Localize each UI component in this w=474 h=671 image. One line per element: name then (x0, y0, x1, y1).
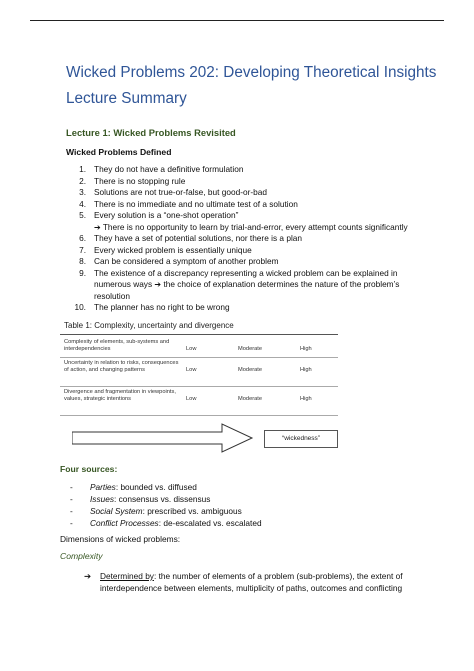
lecture-heading: Lecture 1: Wicked Problems Revisited (66, 127, 236, 138)
complexity-heading: Complexity (60, 551, 103, 561)
figure-divider (60, 334, 338, 335)
figure-divider (60, 415, 338, 416)
list-item: 8. Can be considered a symptom of another problem (79, 256, 279, 266)
complexity-figure: Table 1: Complexity, uncertainty and divergence Complexity of elements, sub-systems and interdependencies Low Moderate High Uncertainty in relation to risks, consequences of action, and changing patterns Low Moderate High Divergence and fragmentation in viewpoints, values, strategic intentions Low Moderate High “wickedness” (60, 318, 342, 456)
document-title: Wicked Problems 202: Developing Theoretical Insights (66, 64, 437, 81)
section-heading: Wicked Problems Defined (66, 147, 172, 157)
list-item: 10. The planner has no right to be wrong (74, 302, 230, 312)
list-item: 9. The existence of a discrepancy representing a wicked problem can be explained in numerous ways ➔ the choice of explanation determines the nature of the problem’s resolution (79, 267, 400, 301)
arrow-icon: ➔ (94, 222, 101, 232)
list-item: 4. There is no immediate and no ultimate test of a solution (79, 198, 298, 209)
figure-divider (60, 386, 338, 387)
definition-list (66, 164, 426, 314)
list-item: - Social System: prescribed vs. ambiguous (70, 506, 242, 516)
wickedness-box: “wickedness” (264, 430, 338, 448)
list-item: 3. Solutions are not true-or-false, but good-or-bad (79, 187, 267, 197)
list-item: 6. They have a set of potential solutions, nor there is a plan (79, 233, 303, 243)
sources-heading: Four sources: (60, 464, 118, 474)
figure-divider (60, 357, 338, 358)
figure-title: Table 1: Complexity, uncertainty and divergence (64, 321, 234, 330)
list-item: 5. Every solution is a “one-shot operation” (79, 210, 239, 220)
arrow-icon: ➔ (154, 280, 162, 289)
determined-by-paragraph: ➔ Determined by: the number of elements of a problem (sub-problems), the extent of interdependence between elements, multiplicity of paths, outcomes and conflicting (84, 571, 403, 593)
large-arrow-icon (72, 423, 254, 453)
arrow-icon: ➔ (84, 571, 91, 581)
dimensions-intro: Dimensions of wicked problems: (60, 534, 181, 544)
document-subtitle: Lecture Summary (66, 90, 187, 107)
list-item: 7. Every wicked problem is essentially unique (79, 244, 252, 255)
sources-list (70, 481, 262, 529)
list-item-note: ➔ There is no opportunity to learn by trial-and-error, every attempt counts significantly (94, 221, 408, 232)
list-item: - Conflict Processes: de-escalated vs. escalated (70, 518, 262, 528)
list-item: 1. They do not have a definitive formulation (79, 164, 244, 174)
list-item: - Issues: consensus vs. dissensus (70, 494, 211, 504)
header-rule (30, 20, 444, 21)
list-item: - Parties: bounded vs. diffused (70, 482, 197, 492)
determined-by-label: Determined by (100, 571, 154, 581)
list-item: 2. There is no stopping rule (79, 175, 186, 186)
